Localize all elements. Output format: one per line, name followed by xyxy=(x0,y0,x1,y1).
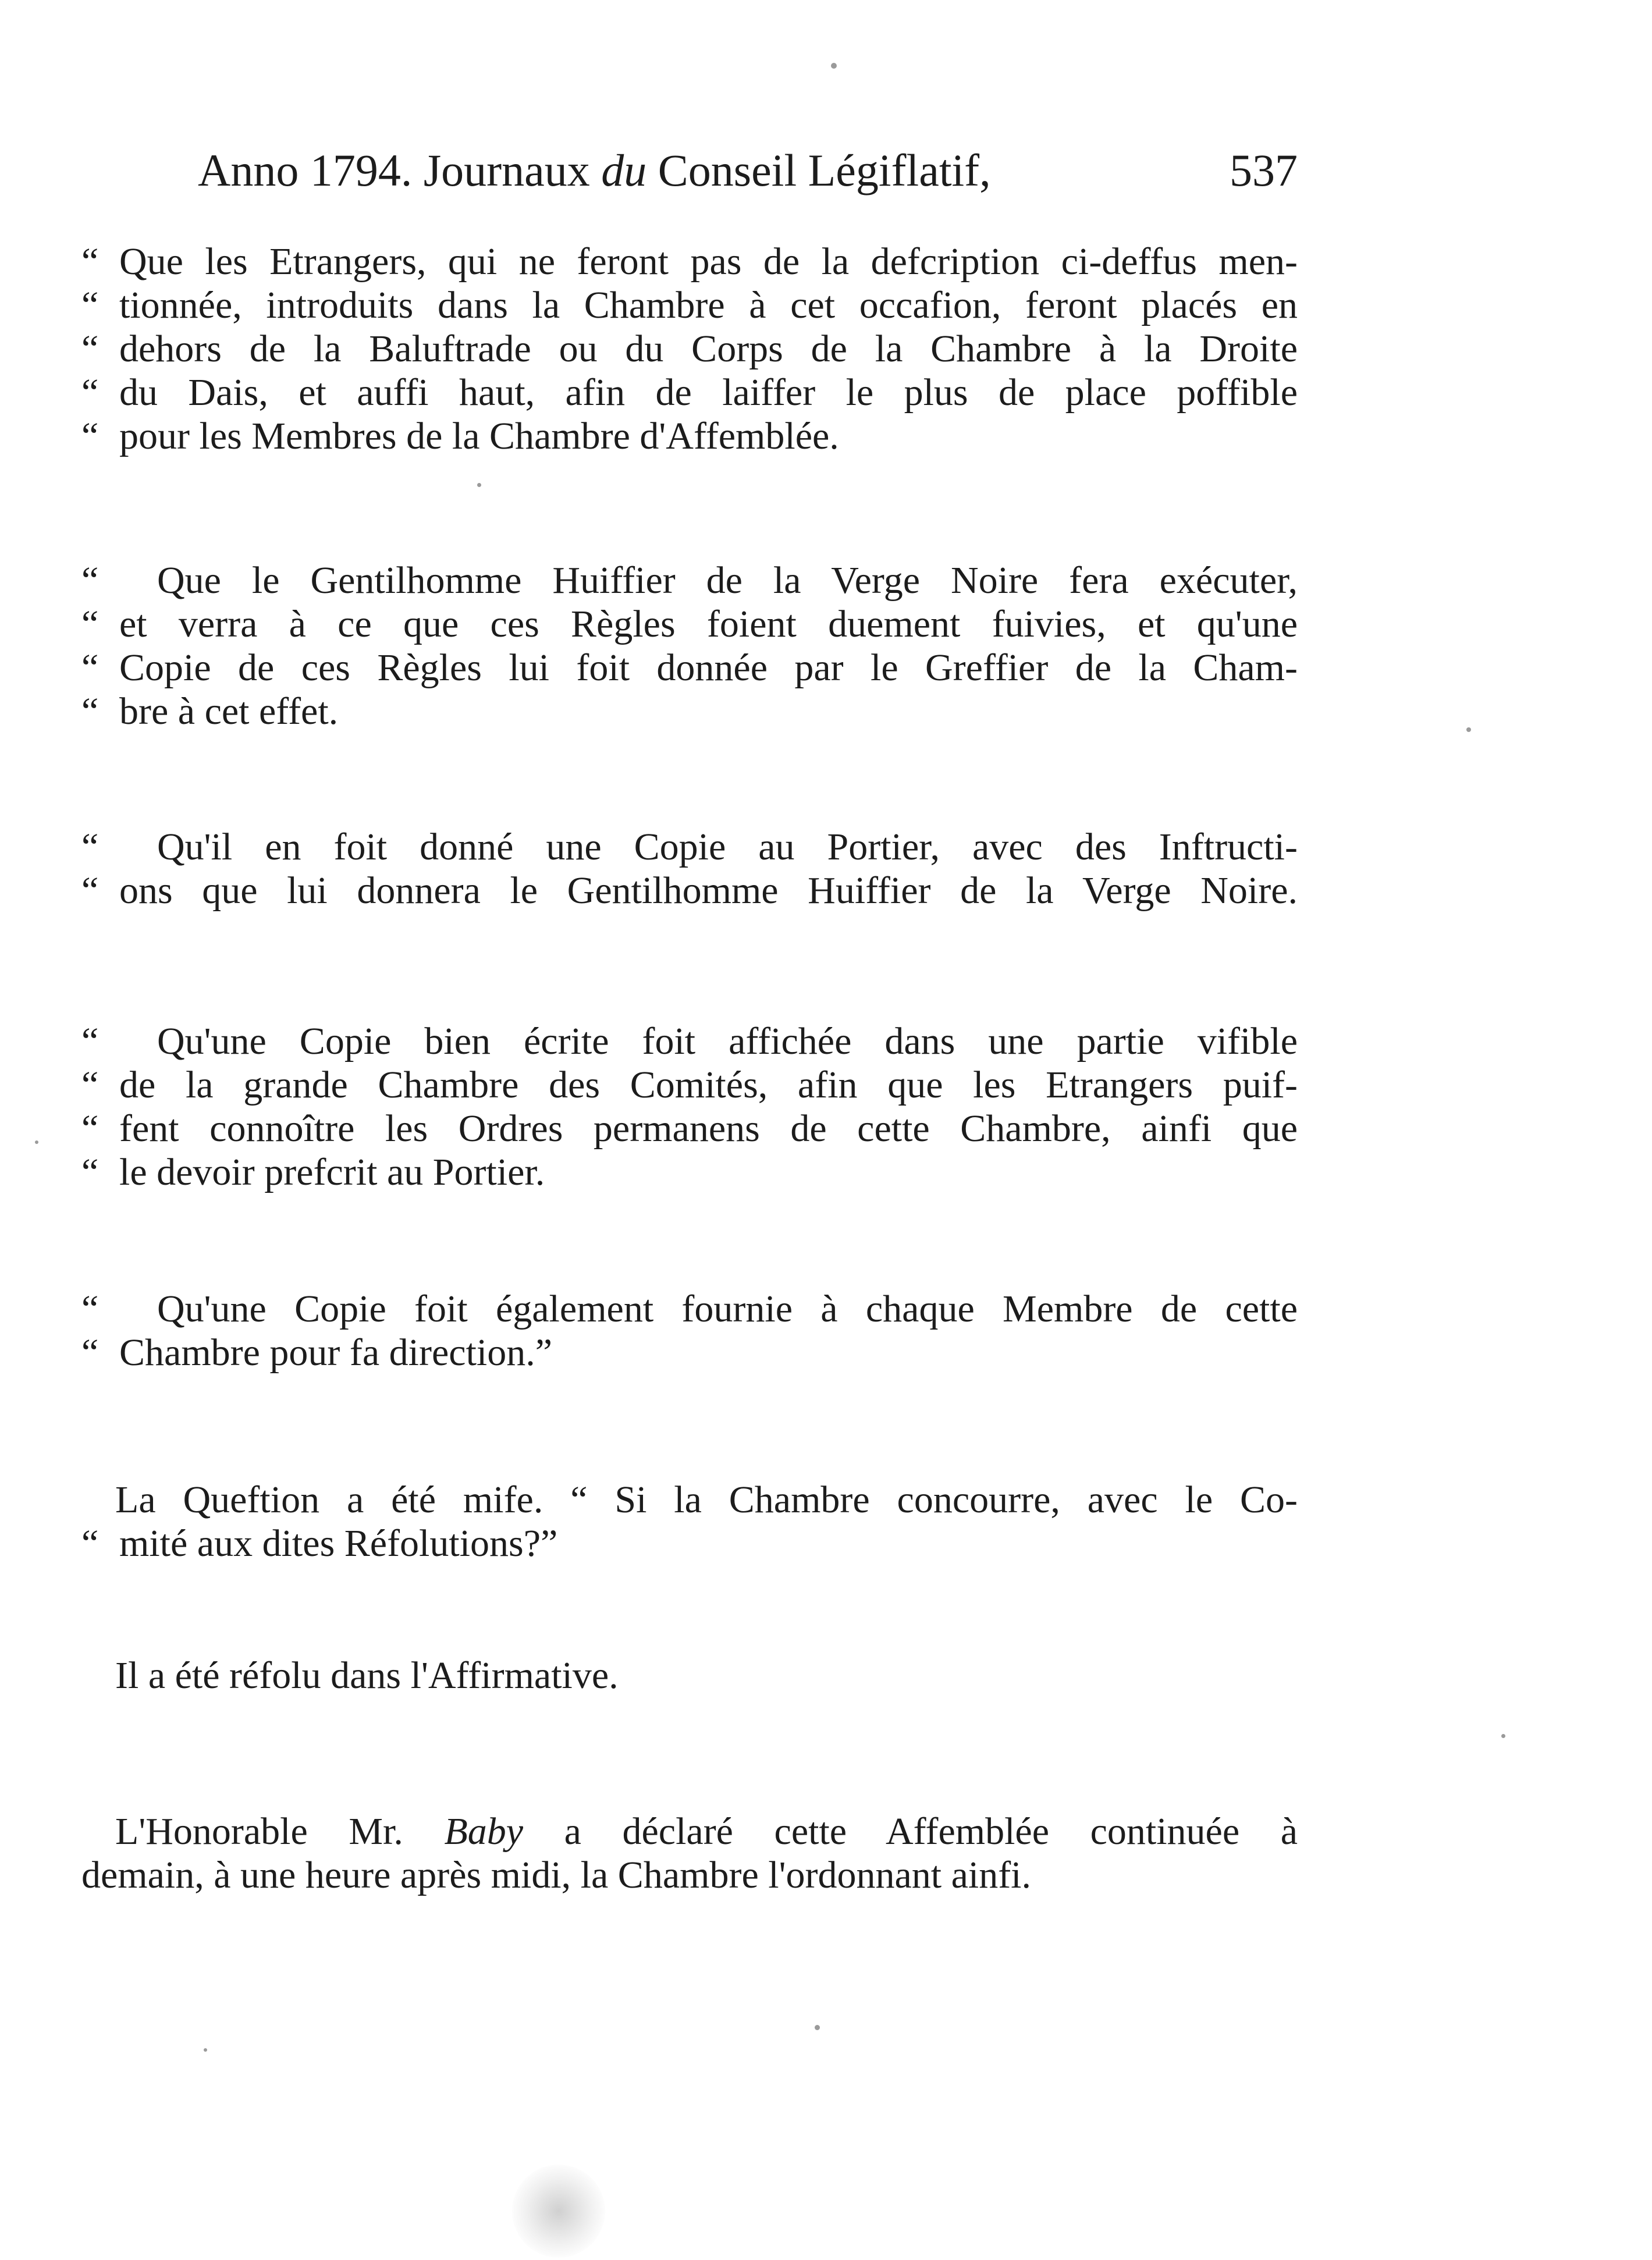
line-text-part: L'Honorable Mr. xyxy=(115,1810,445,1853)
text-line xyxy=(81,1522,1298,1565)
text-line xyxy=(81,869,1298,912)
quote-mark: “ xyxy=(81,559,99,602)
line-text: le devoir prefcrit au Portier. xyxy=(119,1151,545,1193)
quote-mark: “ xyxy=(81,1107,99,1150)
quote-mark: “ xyxy=(81,690,99,733)
line-text: Qu'une Copie bien écrite foit affichée dans une partie vifible xyxy=(157,1020,1298,1063)
line-text: Il a été réfolu dans l'Affirmative. xyxy=(115,1654,619,1697)
paragraph-question xyxy=(81,1478,1298,1565)
line-text: tionnée, introduits dans la Chambre à cet occafion, feront placés en xyxy=(119,284,1298,326)
paper-speck xyxy=(815,2025,820,2030)
line-text: et verra à ce que ces Règles foient duement fuivies, et qu'une xyxy=(119,603,1298,645)
paper-speck xyxy=(35,1140,38,1144)
line-text: fent connoître les Ordres permanens de cette Chambre, ainfi que xyxy=(119,1107,1298,1150)
paragraph-porter-copy xyxy=(81,825,1298,912)
line-text: Chambre pour fa direction.” xyxy=(119,1331,553,1374)
quote-mark: “ xyxy=(81,1064,99,1106)
quote-mark: “ xyxy=(81,328,99,370)
quote-mark: “ xyxy=(81,240,99,283)
quote-mark: “ xyxy=(81,284,99,326)
text-line xyxy=(81,240,1298,283)
quote-mark: “ xyxy=(81,1331,99,1374)
line-text: Que les Etrangers, qui ne feront pas de la defcription ci-deffus men- xyxy=(119,240,1298,283)
line-text: pour les Membres de la Chambre d'Affemblée. xyxy=(119,415,839,457)
quote-mark: “ xyxy=(81,1288,99,1330)
line-text: bre à cet effet. xyxy=(119,690,339,733)
paragraph-strangers-placement xyxy=(81,240,1298,458)
line-text: La Queftion a été mife. “ Si la Chambre concourre, avec le Co- xyxy=(115,1479,1298,1521)
text-line xyxy=(81,1331,1298,1374)
text-line xyxy=(81,1853,1298,1897)
paragraph-adjournment xyxy=(81,1810,1298,1897)
line-text-italic-name: Baby xyxy=(444,1810,524,1853)
paper-speck xyxy=(204,2048,207,2052)
line-text: ons que lui donnera le Gentilhomme Huiffier de la Verge Noire. xyxy=(119,869,1298,912)
text-line xyxy=(81,1810,1298,1853)
line-text: Que le Gentilhomme Huiffier de la Verge Noire fera exécuter, xyxy=(157,559,1298,602)
text-line xyxy=(81,602,1298,646)
line-text: Qu'il en foit donné une Copie au Portier, avec des Inftructi- xyxy=(157,826,1298,868)
quote-mark: “ xyxy=(81,415,99,457)
line-text: demain, à une heure après midi, la Chambre l'ordonnant ainfi. xyxy=(81,1854,1032,1896)
line-text: Copie de ces Règles lui foit donnée par le Greffier de la Cham- xyxy=(119,646,1298,689)
paragraph-member-copy xyxy=(81,1287,1298,1374)
paper-speck xyxy=(1501,1734,1505,1738)
header-title xyxy=(198,138,991,202)
text-line xyxy=(81,690,1298,733)
text-line xyxy=(81,559,1298,602)
line-text: de la grande Chambre des Comités, afin que les Etrangers puif- xyxy=(119,1064,1298,1106)
quote-mark: “ xyxy=(81,646,99,689)
line-text: Qu'une Copie foit également fournie à chaque Membre de cette xyxy=(157,1288,1298,1330)
text-line xyxy=(81,1107,1298,1150)
text-line xyxy=(81,283,1298,327)
text-line xyxy=(81,825,1298,869)
quote-mark: “ xyxy=(81,1151,99,1193)
ink-smudge xyxy=(512,2165,605,2258)
text-line xyxy=(81,646,1298,690)
text-line xyxy=(81,1478,1298,1522)
header-title-part: Conseil Légiflatif, xyxy=(646,145,991,196)
line-text: mité aux dites Réfolutions?” xyxy=(119,1522,558,1565)
paper-speck xyxy=(1466,727,1471,732)
line-text xyxy=(115,1810,1298,1853)
line-text: du Dais, et auffi haut, afin de laiffer le plus de place poffible xyxy=(119,371,1298,414)
page-number: 537 xyxy=(1230,145,1298,196)
paragraph-posted-copy xyxy=(81,1019,1298,1194)
quote-mark: “ xyxy=(81,371,99,414)
line-text: dehors de la Baluftrade ou du Corps de la Chambre à la Droite xyxy=(119,328,1298,370)
header-title-part: Anno 1794. Journaux xyxy=(198,145,602,196)
text-line xyxy=(81,1063,1298,1107)
paragraph-resolution xyxy=(81,1654,1298,1697)
text-line xyxy=(81,1150,1298,1194)
text-line xyxy=(81,414,1298,458)
header-title-italic: du xyxy=(601,145,647,196)
quote-mark: “ xyxy=(81,1522,99,1565)
text-line xyxy=(81,1654,1298,1697)
line-text-part: a déclaré cette Affemblée continuée à xyxy=(523,1810,1298,1853)
quote-mark: “ xyxy=(81,826,99,868)
text-line xyxy=(81,371,1298,414)
quote-mark: “ xyxy=(81,1020,99,1063)
text-line xyxy=(81,1287,1298,1331)
quote-mark: “ xyxy=(81,869,99,912)
text-line xyxy=(81,327,1298,371)
quote-mark: “ xyxy=(81,603,99,645)
paper-speck xyxy=(831,63,837,69)
paragraph-usher-rules xyxy=(81,559,1298,733)
running-header xyxy=(198,138,1298,202)
text-line xyxy=(81,1019,1298,1063)
paper-speck xyxy=(477,483,481,487)
